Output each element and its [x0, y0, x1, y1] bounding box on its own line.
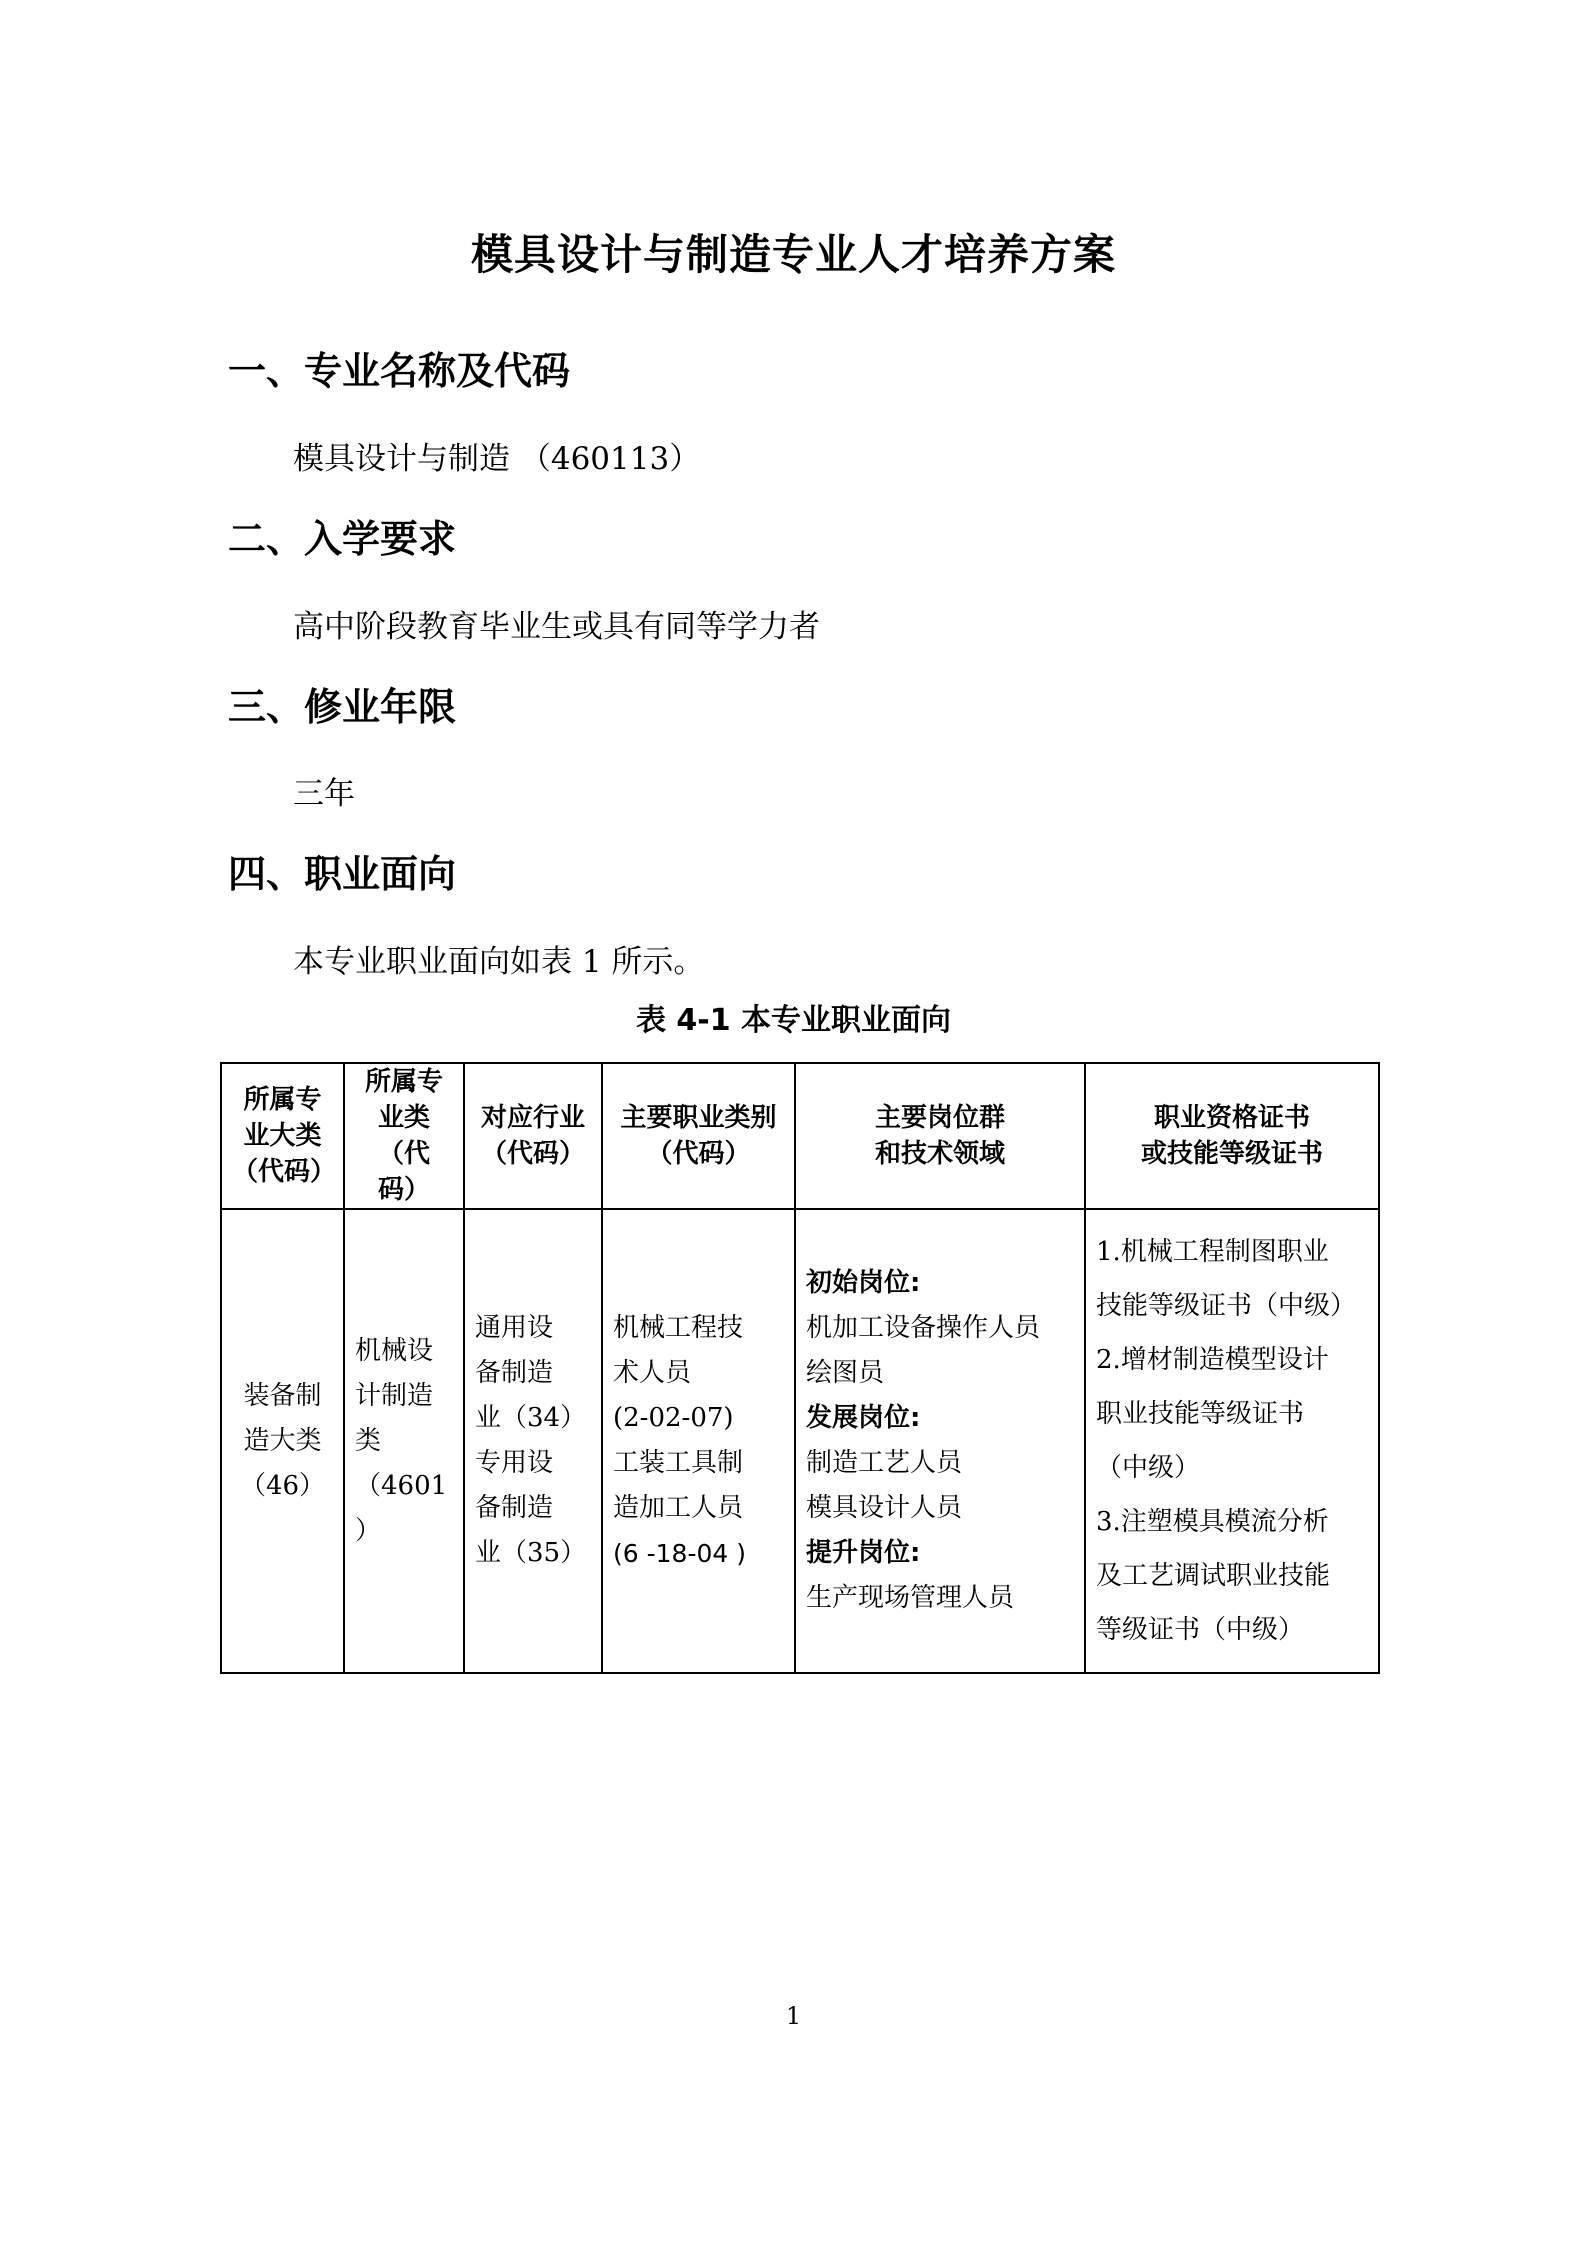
- cell-certificates: 1.机械工程制图职业 技能等级证书（中级） 2.增材制造模型设计 职业技能等级证书 （中级） 3.注塑模具模流分析 及工艺调试职业技能 等级证书（中级）: [1085, 1209, 1379, 1673]
- initial-positions-label: 初始岗位:: [806, 1268, 921, 1298]
- document-title: 模具设计与制造专业人才培养方案: [470, 230, 1116, 279]
- header-occupation: 主要职业类别 （代码）: [602, 1063, 795, 1209]
- table-row: [221, 1209, 1379, 1673]
- section-body-admission: 高中阶段教育毕业生或具有同等学力者: [293, 609, 820, 645]
- page-number: 1: [785, 2002, 802, 2030]
- cell-industry: 通用设 备制造 业（34） 专用设 备制造 业（35）: [464, 1209, 602, 1673]
- header-major-category: 所属专 业大类 （代码）: [221, 1063, 344, 1209]
- cell-major-category: 装备制 造大类 （46）: [221, 1209, 344, 1673]
- section-heading-duration: 三、修业年限: [228, 685, 457, 729]
- header-industry: 对应行业 （代码）: [464, 1063, 602, 1209]
- table-caption: 表 4-1 本专业职业面向: [635, 1003, 952, 1038]
- cell-major-class: 机械设 计制造 类 （4601 ）: [344, 1209, 464, 1673]
- section-body-name-code: 模具设计与制造 （460113）: [293, 441, 701, 477]
- header-certificates: 职业资格证书 或技能等级证书: [1085, 1063, 1379, 1209]
- section-heading-occupation: 四、职业面向: [228, 852, 457, 896]
- header-major-class: 所属专 业类（代 码）: [344, 1063, 464, 1209]
- section-body-occupation: 本专业职业面向如表 1 所示。: [293, 944, 705, 980]
- develop-positions-label: 发展岗位:: [806, 1403, 921, 1433]
- promote-positions-label: 提升岗位:: [806, 1538, 921, 1568]
- section-body-duration: 三年: [293, 776, 355, 812]
- section-heading-name-code: 一、专业名称及代码: [228, 349, 571, 393]
- cell-occupation: 机械工程技 术人员 (2-02-07) 工装工具制 造加工人员 (6 -18-04 ): [602, 1209, 795, 1673]
- occupation-table: [220, 1062, 1380, 1674]
- header-positions: 主要岗位群 和技术领域: [795, 1063, 1085, 1209]
- section-heading-admission: 二、入学要求: [228, 517, 457, 561]
- table-header-row: [221, 1063, 1379, 1209]
- cell-positions: 初始岗位: 机加工设备操作人员 绘图员 发展岗位: 制造工艺人员 模具设计人员 提升岗位: 生产现场管理人员: [795, 1209, 1085, 1673]
